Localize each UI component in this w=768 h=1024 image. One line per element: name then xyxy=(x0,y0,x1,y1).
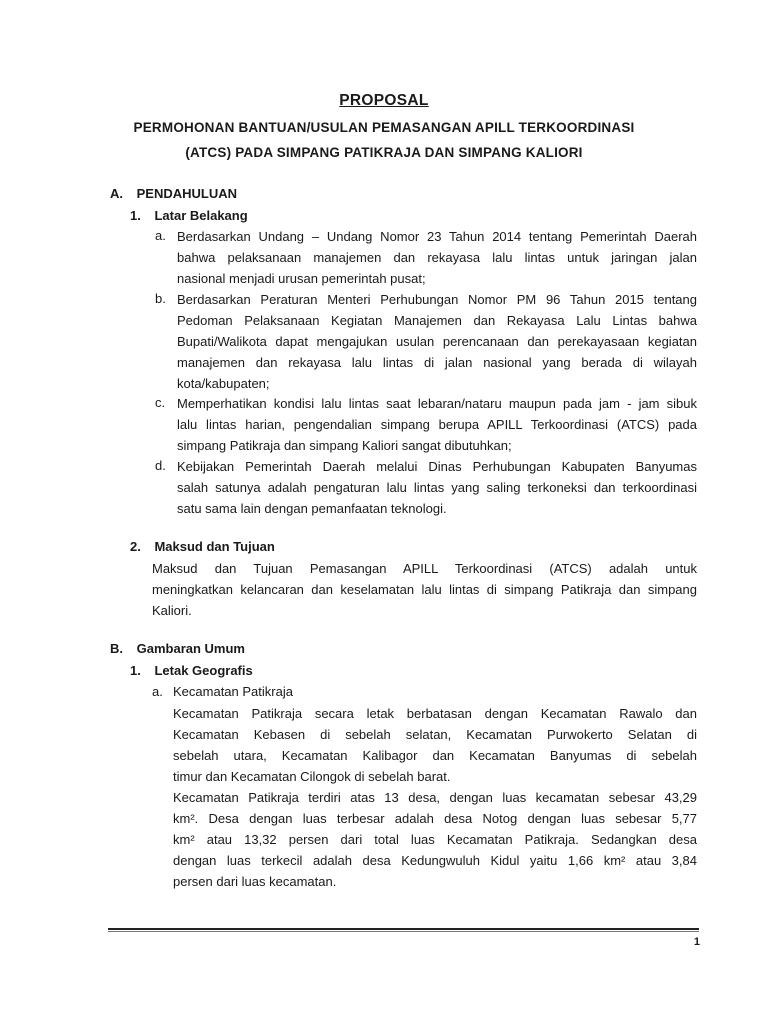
text-line: satu sama lain dengan pemanfaatan teknologi. xyxy=(177,501,447,516)
text-line: dengan luas terkecil adalah desa Kedungwuluh Kidul yaitu 1,66 km² atau 3,84 xyxy=(173,853,697,868)
text-line: nasional menjadi urusan pemerintah pusat; xyxy=(177,271,426,286)
text-line: km² atau 13,32 persen dari total luas Kecamatan Patikraja. Sedangkan desa xyxy=(173,832,697,847)
section-a-marker: A. xyxy=(110,186,123,201)
list-marker-b: b. xyxy=(155,291,166,306)
footer-rule-thin xyxy=(108,931,699,932)
subtitle-line-2: (ATCS) PADA SIMPANG PATIKRAJA DAN SIMPANG KALIORI xyxy=(185,145,583,160)
text-line: persen dari luas kecamatan. xyxy=(173,874,337,889)
text-line: Kecamatan Kebasen di sebelah selatan, Kecamatan Purwokerto Selatan di xyxy=(173,727,697,742)
subsection-a1-title: Latar Belakang xyxy=(154,208,248,223)
list-marker-b1a: a. xyxy=(152,684,163,699)
geography-paragraph-2 xyxy=(173,787,697,892)
subsection-b1-heading xyxy=(130,663,253,678)
text-line: Berdasarkan Undang – Undang Nomor 23 Tahun 2014 tentang Pemerintah Daerah xyxy=(177,229,697,244)
section-b-heading xyxy=(110,641,245,656)
subsection-b1-title: Letak Geografis xyxy=(154,663,253,678)
text-line: km². Desa dengan luas terbesar adalah desa Notog dengan luas sebesar 5,77 xyxy=(173,811,697,826)
text-line: Memperhatikan kondisi lalu lintas saat lebaran/nataru maupun pada jam - jam sibuk xyxy=(177,396,697,411)
purpose-paragraph xyxy=(152,558,697,621)
subsection-a2-heading xyxy=(130,539,275,554)
text-line: Kecamatan Patikraja secara letak berbatasan dengan Kecamatan Rawalo dan xyxy=(173,706,697,721)
subtitle-line-1: PERMOHONAN BANTUAN/USULAN PEMASANGAN APILL TERKOORDINASI xyxy=(133,120,635,135)
text-line: manajemen dan rekayasa lalu lintas di jalan nasional yang berada di wilayah xyxy=(177,355,697,370)
text-line: Kaliori. xyxy=(152,603,192,618)
subsection-a2-marker: 2. xyxy=(130,539,141,554)
geography-paragraph-1 xyxy=(173,703,697,787)
footer-rule xyxy=(108,928,699,930)
list-marker-c: c. xyxy=(155,395,166,410)
list-marker-d: d. xyxy=(155,458,166,473)
text-line: Berdasarkan Peraturan Menteri Perhubungan Nomor PM 96 Tahun 2015 tentang xyxy=(177,292,697,307)
section-b-marker: B. xyxy=(110,641,123,656)
section-a-heading xyxy=(110,186,237,201)
page-number: 1 xyxy=(693,936,700,948)
list-item-c xyxy=(177,393,697,456)
list-item-d xyxy=(177,456,697,519)
text-line: Kecamatan Patikraja terdiri atas 13 desa, dengan luas kecamatan sebesar 43,29 xyxy=(173,790,697,805)
text-line: bahwa pelaksanaan manajemen dan rekayasa lalu lintas untuk jaringan jalan xyxy=(177,250,697,265)
list-item-b xyxy=(177,289,697,394)
subsection-a2-title: Maksud dan Tujuan xyxy=(154,539,275,554)
text-line: simpang Patikraja dan simpang Kaliori sangat dibutuhkan; xyxy=(177,438,512,453)
text-line: sebelah utara, Kecamatan Kalibagor dan Kecamatan Banyumas di sebelah xyxy=(173,748,697,763)
text-line: Bupati/Walikota dapat mengajukan usulan perencanaan dan perekayasaan kegiatan xyxy=(177,334,697,349)
text-line: Maksud dan Tujuan Pemasangan APILL Terkoordinasi (ATCS) adalah untuk xyxy=(152,561,697,576)
text-line: Pedoman Pelaksanaan Kegiatan Manajemen dan Rekayasa Lalu Lintas bahwa xyxy=(177,313,697,328)
list-marker-a: a. xyxy=(155,228,166,243)
item-heading-patikraja: Kecamatan Patikraja xyxy=(173,684,293,699)
text-line: meningkatkan kelancaran dan keselamatan lalu lintas di simpang Patikraja dan simpang xyxy=(152,582,697,597)
section-a-title: PENDAHULUAN xyxy=(136,186,238,201)
text-line: timur dan Kecamatan Cilongok di sebelah barat. xyxy=(173,769,451,784)
subsection-b1-marker: 1. xyxy=(130,663,141,678)
text-line: salah satunya adalah pengaturan lalu lintas yang saling terkoneksi dan terkoordinasi xyxy=(177,480,697,495)
list-item-a xyxy=(177,226,697,289)
text-line: kota/kabupaten; xyxy=(177,376,270,391)
page-title: PROPOSAL xyxy=(339,92,429,109)
text-line: Kebijakan Pemerintah Daerah melalui Dinas Perhubungan Kabupaten Banyumas xyxy=(177,459,697,474)
subsection-a1-marker: 1. xyxy=(130,208,141,223)
text-line: lalu lintas harian, pengendalian simpang berupa APILL Terkoordinasi (ATCS) pada xyxy=(177,417,697,432)
section-b-title: Gambaran Umum xyxy=(136,641,245,656)
subsection-a1-heading xyxy=(130,208,248,223)
